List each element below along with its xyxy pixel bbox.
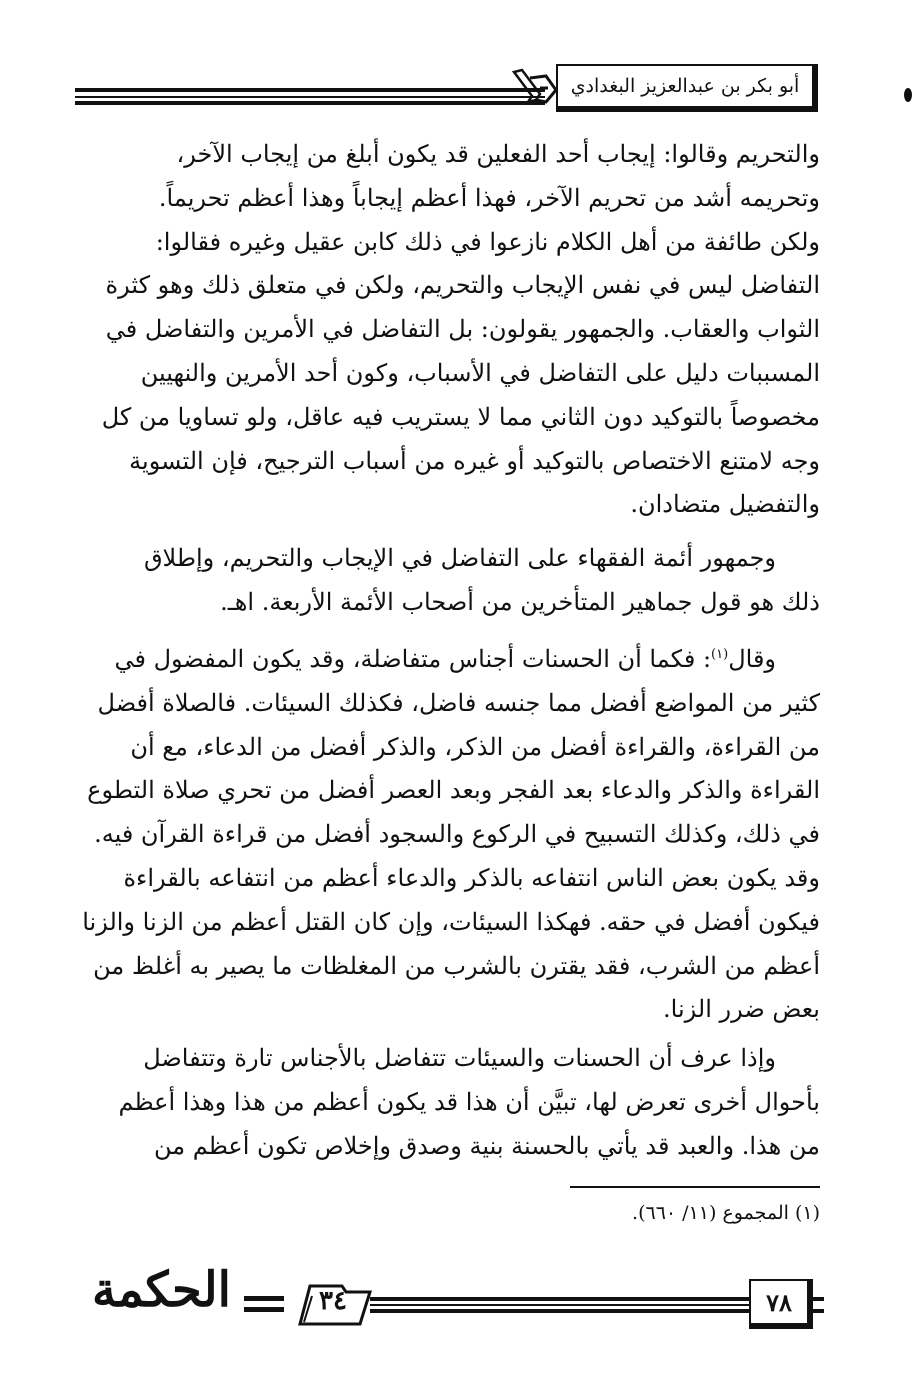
footer-rule [370, 1297, 750, 1301]
text-line: بعض ضرر الزنا. [663, 995, 820, 1024]
footer-rule [370, 1304, 750, 1306]
text-line: والتفضيل متضادان. [630, 490, 820, 519]
text-line: بأحوال أخرى تعرض لها، تبيَّن أن هذا قد يكون أعظم من هذا وهذا أعظم [118, 1087, 820, 1116]
text-line: ذلك هو قول جماهير المتأخرين من أصحاب الأئمة الأربعة. اهـ. [220, 587, 820, 616]
text-line: من هذا. والعبد قد يأتي بالحسنة بنية وصدق وإخلاص تكون أعظم من [153, 1131, 820, 1160]
paragraph-2 [76, 537, 820, 625]
text-line [76, 633, 820, 682]
header-rule [75, 88, 545, 92]
paragraph-3 [76, 633, 820, 1032]
header-rule [75, 101, 545, 105]
text-line: والتحريم وقالوا: إيجاب أحد الفعلين قد يكون أبلغ من إيجاب الآخر، [176, 140, 820, 168]
text-line: المسببات دليل على التفاضل في الأسباب، وكون أحد الأمرين والنهيين [140, 358, 820, 387]
footer-rule [812, 1297, 824, 1301]
text-line: وجمهور أئمة الفقهاء على التفاضل في الإيجاب والتحريم، وإطلاق [143, 544, 776, 572]
footnote-separator [570, 1186, 820, 1188]
footer-rule [370, 1309, 750, 1313]
text-line: الثواب والعقاب. والجمهور يقولون: بل التفاضل في الأمرين والتفاضل في [105, 315, 820, 344]
header-rule [75, 96, 545, 98]
pen-icon [510, 66, 560, 108]
footnote-reference[interactable]: (١) [711, 647, 729, 662]
journal-logo: الحكمة [92, 1262, 231, 1318]
text-line: في ذلك، وكذلك التسبيح في الركوع والسجود أفضل من قراءة القرآن فيه. [94, 820, 820, 849]
text-line: التفاضل ليس في نفس الإيجاب والتحريم، ولكن في متعلق ذلك وهو كثرة [105, 271, 820, 300]
page-number-box [749, 1279, 813, 1329]
paragraph-4 [76, 1037, 820, 1168]
text-line: وإذا عرف أن الحسنات والسيئات تتفاضل بالأجناس تارة وتتفاضل [143, 1044, 776, 1072]
text-line: وجه لامتنع الاختصاص بالتوكيد أو غيره من أسباب الترجيح، فإن التسوية [129, 446, 820, 475]
text-line: كثير من المواضع أفضل مما جنسه فاضل، فكذلك السيئات. فالصلاة أفضل [97, 688, 820, 717]
text-span: : فكما أن الحسنات أجناس متفاضلة، وقد يكون المفضول في [114, 645, 712, 673]
corner-mark [904, 88, 912, 102]
text-line: من القراءة، والقراءة أفضل من الذكر، والذكر أفضل من الدعاء، مع أن [130, 732, 820, 761]
footer-equals-bar [244, 1307, 284, 1312]
paragraph-lead: وقال [728, 645, 776, 673]
author-name: أبو بكر بن عبدالعزيز البغدادي [570, 75, 800, 97]
text-line: أعظم من الشرب، فقد يقترن بالشرب من المغلظات ما يصير به أغلظ من [93, 951, 820, 980]
paragraph-1 [76, 133, 820, 527]
footnote: (١) المجموع (١١/ ٦٦٠). [632, 1202, 820, 1224]
footer-equals-bar [244, 1296, 284, 1301]
footer-rule [812, 1309, 824, 1313]
text-line: مخصوصاً بالتوكيد دون الثاني مما لا يستريب فيه عاقل، ولو تساويا من كل [101, 402, 820, 431]
text-line: ولكن طائفة من أهل الكلام نازعوا في ذلك كابن عقيل وغيره فقالوا: [155, 227, 820, 256]
issue-number: ٣٤ [319, 1286, 347, 1316]
text-line: القراءة والذكر والدعاء بعد الفجر وبعد العصر أفضل من تحري صلاة التطوع [87, 776, 820, 805]
author-name-box [556, 64, 818, 112]
text-line: فيكون أفضل في حقه. فهكذا السيئات، وإن كان القتل أعظم من الزنا والزنا [82, 907, 820, 936]
text-line: وقد يكون بعض الناس انتفاعه بالذكر والدعاء أعظم من انتفاعه بالقراءة [123, 863, 820, 892]
text-line: وتحريمه أشد من تحريم الآخر، فهذا أعظم إيجاباً وهذا أعظم تحريماً. [158, 183, 820, 212]
page-number: ٧٨ [766, 1287, 792, 1317]
